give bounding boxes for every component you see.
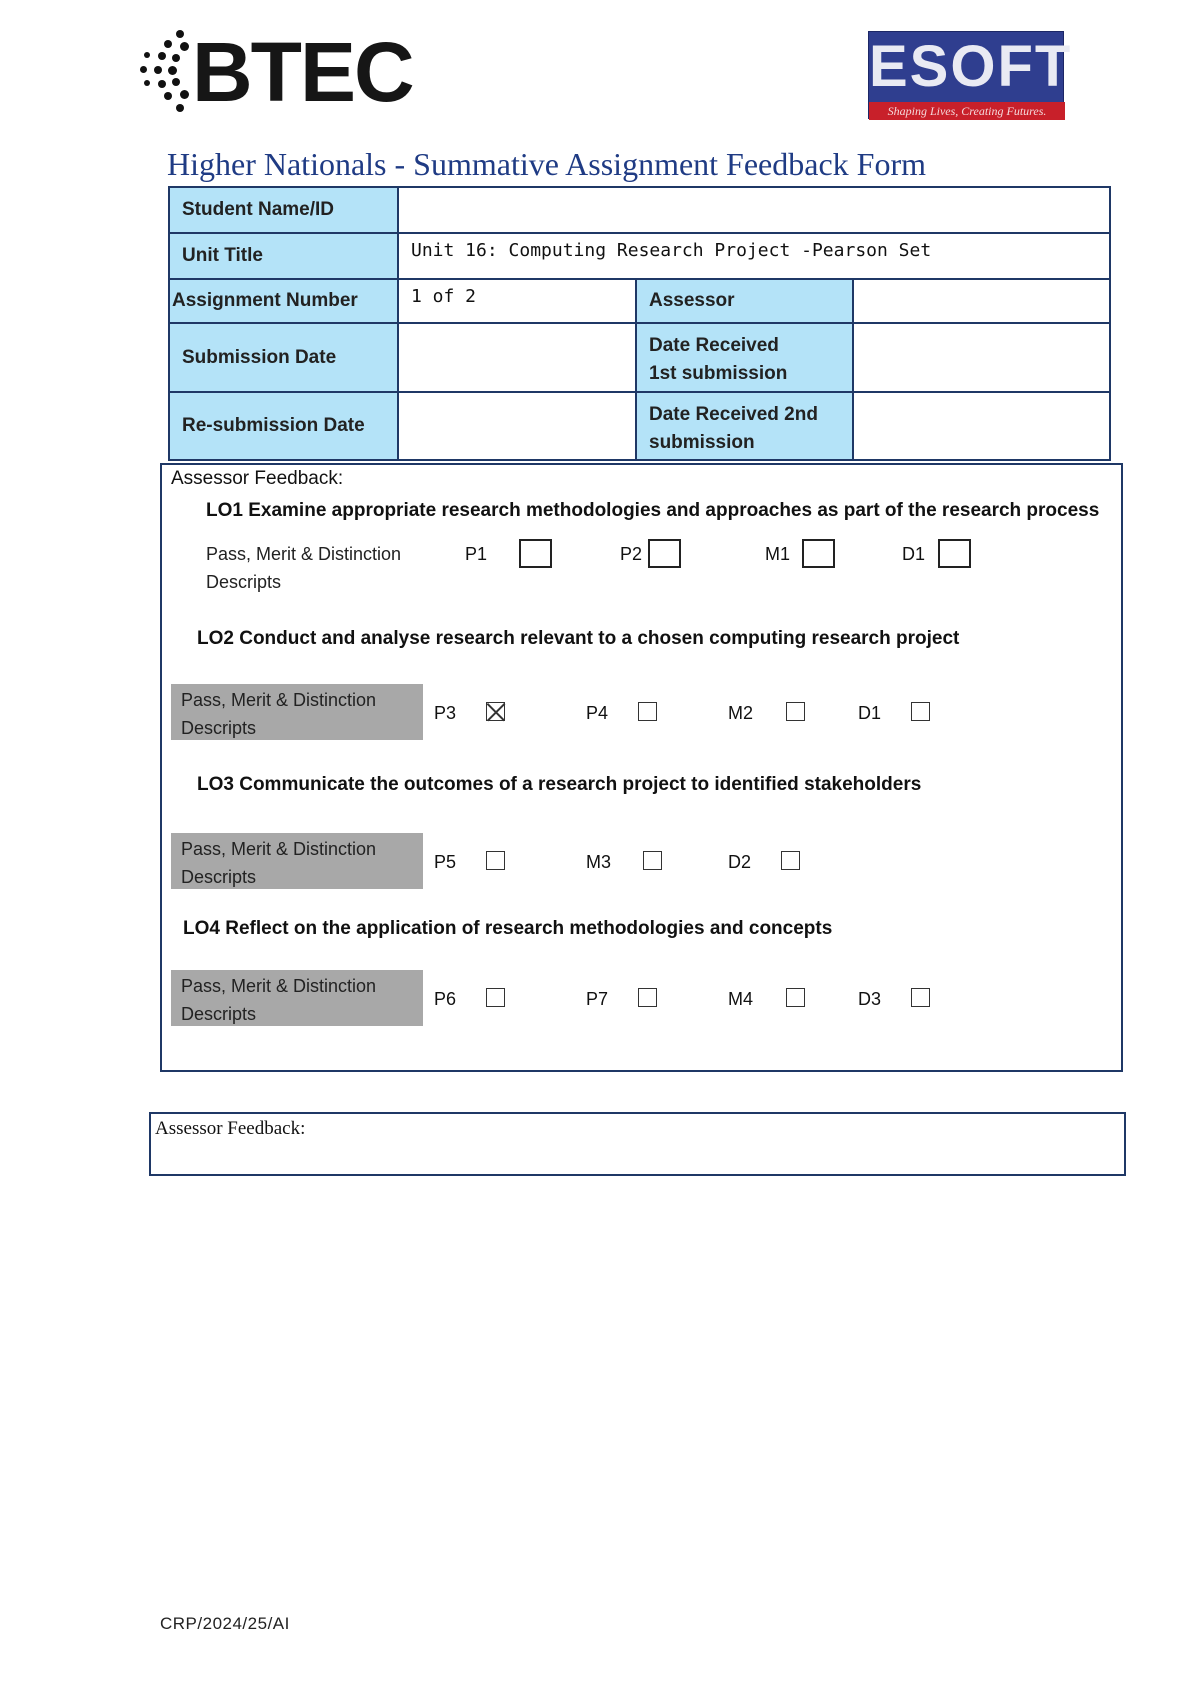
student-name-field[interactable]: [397, 186, 1111, 234]
submission-date-label: Submission Date: [168, 322, 399, 393]
date-received-1st-label-line1: Date Received: [649, 335, 779, 356]
lo1-descripts: [206, 540, 401, 596]
lo1-descripts-line2: Descripts: [206, 572, 282, 592]
criterion-d1-lo2-checkbox[interactable]: [911, 702, 930, 721]
lo3-descripts: [171, 833, 423, 889]
criterion-m1-checkbox[interactable]: [802, 539, 835, 568]
assessor-feedback-comment-box[interactable]: [149, 1112, 1126, 1176]
criterion-p5-label: P5: [434, 852, 457, 872]
unit-title-label: Unit Title: [168, 232, 399, 280]
lo3-descripts-line2: Descripts: [181, 867, 257, 887]
criterion-m3-checkbox[interactable]: [643, 851, 662, 870]
lo4-descripts: [171, 970, 423, 1026]
criterion-m2-label: M2: [728, 703, 754, 723]
criterion-p7-checkbox[interactable]: [638, 988, 657, 1007]
lo4-descripts-line1: Pass, Merit & Distinction: [181, 976, 377, 996]
criterion-m1-label: M1: [765, 544, 791, 564]
resubmission-date-field[interactable]: [397, 391, 637, 461]
criterion-p2-label: P2: [620, 544, 643, 564]
date-received-2nd-label-line1: Date Received 2nd: [649, 404, 818, 425]
criterion-p1-checkbox[interactable]: [519, 539, 552, 568]
assessor-label: Assessor: [635, 278, 854, 324]
btec-logo-text: BTEC: [192, 25, 413, 119]
assignment-number-label: Assignment Number: [168, 278, 399, 324]
date-received-2nd-label: [635, 391, 854, 461]
criterion-p6-label: P6: [434, 989, 457, 1009]
date-received-1st-label-line2: 1st submission: [649, 363, 788, 384]
criterion-d3-label: D3: [858, 989, 882, 1009]
lo4-descripts-line2: Descripts: [181, 1004, 257, 1024]
criterion-d1-checkbox[interactable]: [938, 539, 971, 568]
submission-date-field[interactable]: [397, 322, 637, 393]
criterion-d2-label: D2: [728, 852, 752, 872]
lo4-title: LO4 Reflect on the application of research methodologies and concepts: [183, 918, 833, 939]
lo1-descripts-line1: Pass, Merit & Distinction: [206, 544, 402, 564]
document-code: CRP/2024/25/AI: [160, 1614, 290, 1633]
btec-logo: [140, 24, 413, 119]
assessor-feedback-heading: Assessor Feedback:: [171, 468, 344, 489]
criterion-p2-checkbox[interactable]: [648, 539, 681, 568]
lo1-title: LO1 Examine appropriate research methodologies and approaches as part of the research process: [206, 500, 1100, 521]
esoft-logo: [868, 31, 1073, 119]
criterion-d3-checkbox[interactable]: [911, 988, 930, 1007]
resubmission-date-label: Re-submission Date: [168, 391, 399, 461]
criterion-p4-label: P4: [586, 703, 609, 723]
unit-title-field[interactable]: Unit 16: Computing Research Project -Pearson Set: [397, 232, 1111, 280]
criterion-m2-checkbox[interactable]: [786, 702, 805, 721]
lo2-descripts-line1: Pass, Merit & Distinction: [181, 690, 377, 710]
date-received-1st-field[interactable]: [852, 322, 1111, 393]
criterion-m3-label: M3: [586, 852, 612, 872]
assessor-field[interactable]: [852, 278, 1111, 324]
criterion-p7-label: P7: [586, 989, 609, 1009]
criterion-d1-label: D1: [902, 544, 926, 564]
lo2-descripts: [171, 684, 423, 740]
criterion-p5-checkbox[interactable]: [486, 851, 505, 870]
esoft-logo-text: ESOFT: [869, 34, 1073, 99]
form-title: Higher Nationals - Summative Assignment Feedback Form: [167, 146, 926, 182]
criterion-p6-checkbox[interactable]: [486, 988, 505, 1007]
student-name-label: Student Name/ID: [168, 186, 399, 234]
assessor-feedback-comment-label: Assessor Feedback:: [155, 1118, 306, 1139]
lo2-title: LO2 Conduct and analyse research relevant to a chosen computing research project: [197, 628, 960, 649]
criterion-p4-checkbox[interactable]: [638, 702, 657, 721]
criterion-p3-checkbox[interactable]: [486, 702, 505, 721]
lo3-descripts-line1: Pass, Merit & Distinction: [181, 839, 377, 859]
date-received-2nd-label-line2: submission: [649, 432, 755, 453]
criterion-d2-checkbox[interactable]: [781, 851, 800, 870]
criterion-d1-lo2-label: D1: [858, 703, 882, 723]
date-received-2nd-field[interactable]: [852, 391, 1111, 461]
esoft-tagline: Shaping Lives, Creating Futures.: [869, 102, 1065, 120]
criterion-m4-checkbox[interactable]: [786, 988, 805, 1007]
criterion-p3-label: P3: [434, 703, 457, 723]
lo2-descripts-line2: Descripts: [181, 718, 257, 738]
criterion-m4-label: M4: [728, 989, 754, 1009]
criterion-p1-label: P1: [465, 544, 488, 564]
assignment-number-field[interactable]: 1 of 2: [397, 278, 637, 324]
lo3-title: LO3 Communicate the outcomes of a research project to identified stakeholders: [197, 774, 922, 795]
date-received-1st-label: [635, 322, 854, 393]
